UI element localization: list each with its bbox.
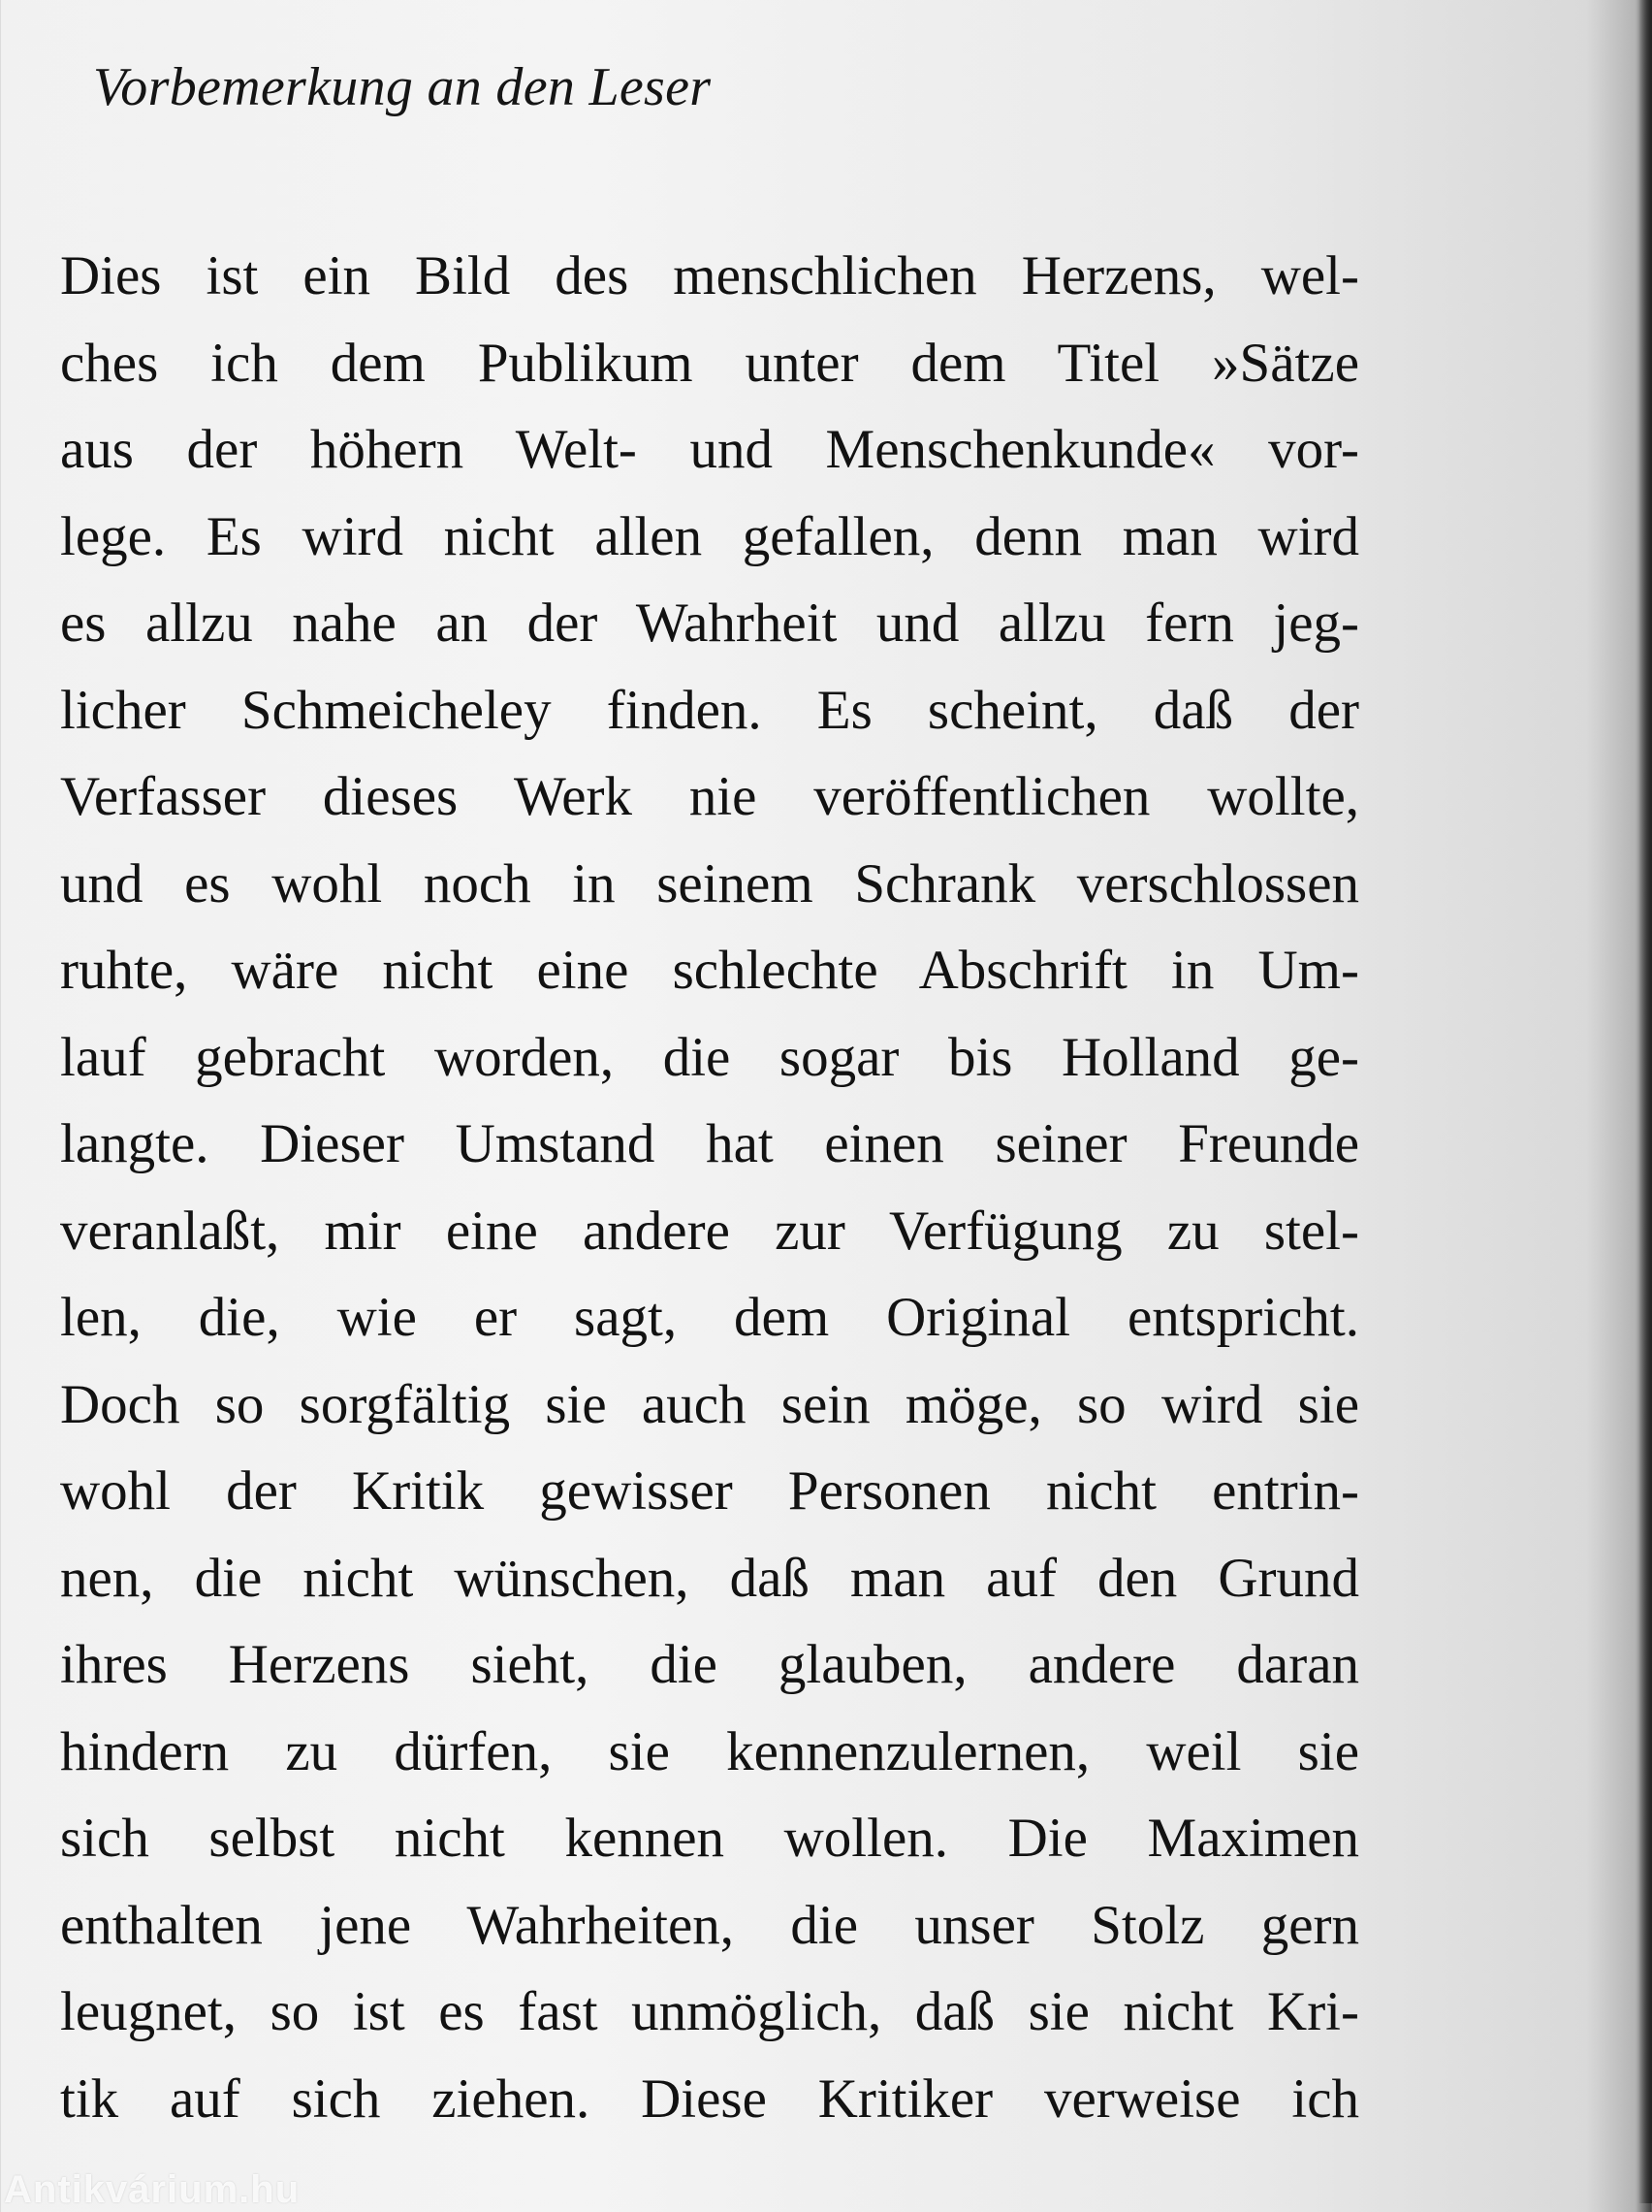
text-line: tik auf sich ziehen. Diese Kritiker verweise ich — [60, 2068, 1359, 2130]
text-line: nen, die nicht wünschen, daß man auf den Grund — [60, 1547, 1359, 1609]
watermark: Antikvárium.hu — [4, 2168, 301, 2211]
text-line: leugnet, so ist es fast unmöglich, daß sie nicht Kri- — [60, 1981, 1359, 2042]
text-line: hindern zu dürfen, sie kennenzulernen, weil sie — [60, 1720, 1359, 1782]
text-line: Doch so sorgfältig sie auch sein möge, so wird sie — [60, 1373, 1359, 1435]
text-line: enthalten jene Wahrheiten, die unser Stolz gern — [60, 1894, 1359, 1956]
text-line: sich selbst nicht kennen wollen. Die Maximen — [60, 1808, 1359, 1869]
text-line: len, die, wie er sagt, dem Original entspricht. — [60, 1287, 1359, 1348]
text-line: ches ich dem Publikum unter dem Titel »Sätze — [60, 332, 1359, 394]
text-line: lauf gebracht worden, die sogar bis Holland ge- — [60, 1026, 1359, 1088]
text-line: Dies ist ein Bild des menschlichen Herzens, wel- — [60, 245, 1359, 306]
text-line: veranlaßt, mir eine andere zur Verfügung zu stel- — [60, 1200, 1359, 1262]
text-line: wohl der Kritik gewisser Personen nicht entrin- — [60, 1460, 1359, 1522]
text-line: ihres Herzens sieht, die glauben, andere daran — [60, 1634, 1359, 1695]
page-edge-shadow — [1638, 0, 1652, 2203]
body-paragraph — [60, 233, 1359, 2142]
page-heading: Vorbemerkung an den Leser — [93, 57, 712, 117]
text-line: und es wohl noch in seinem Schrank verschlossen — [60, 852, 1359, 914]
text-line: Verfasser dieses Werk nie veröffentlichen wollte, — [60, 766, 1359, 827]
text-line: licher Schmeicheley finden. Es scheint, daß der — [60, 679, 1359, 741]
text-line: langte. Dieser Umstand hat einen seiner Freunde — [60, 1113, 1359, 1174]
text-line: lege. Es wird nicht allen gefallen, denn man wird — [60, 505, 1359, 567]
text-line: ruhte, wäre nicht eine schlechte Abschrift in Um- — [60, 940, 1359, 1001]
text-line: aus der höhern Welt- und Menschenkunde« vor- — [60, 419, 1359, 480]
text-line: es allzu nahe an der Wahrheit und allzu fern jeg- — [60, 593, 1359, 654]
